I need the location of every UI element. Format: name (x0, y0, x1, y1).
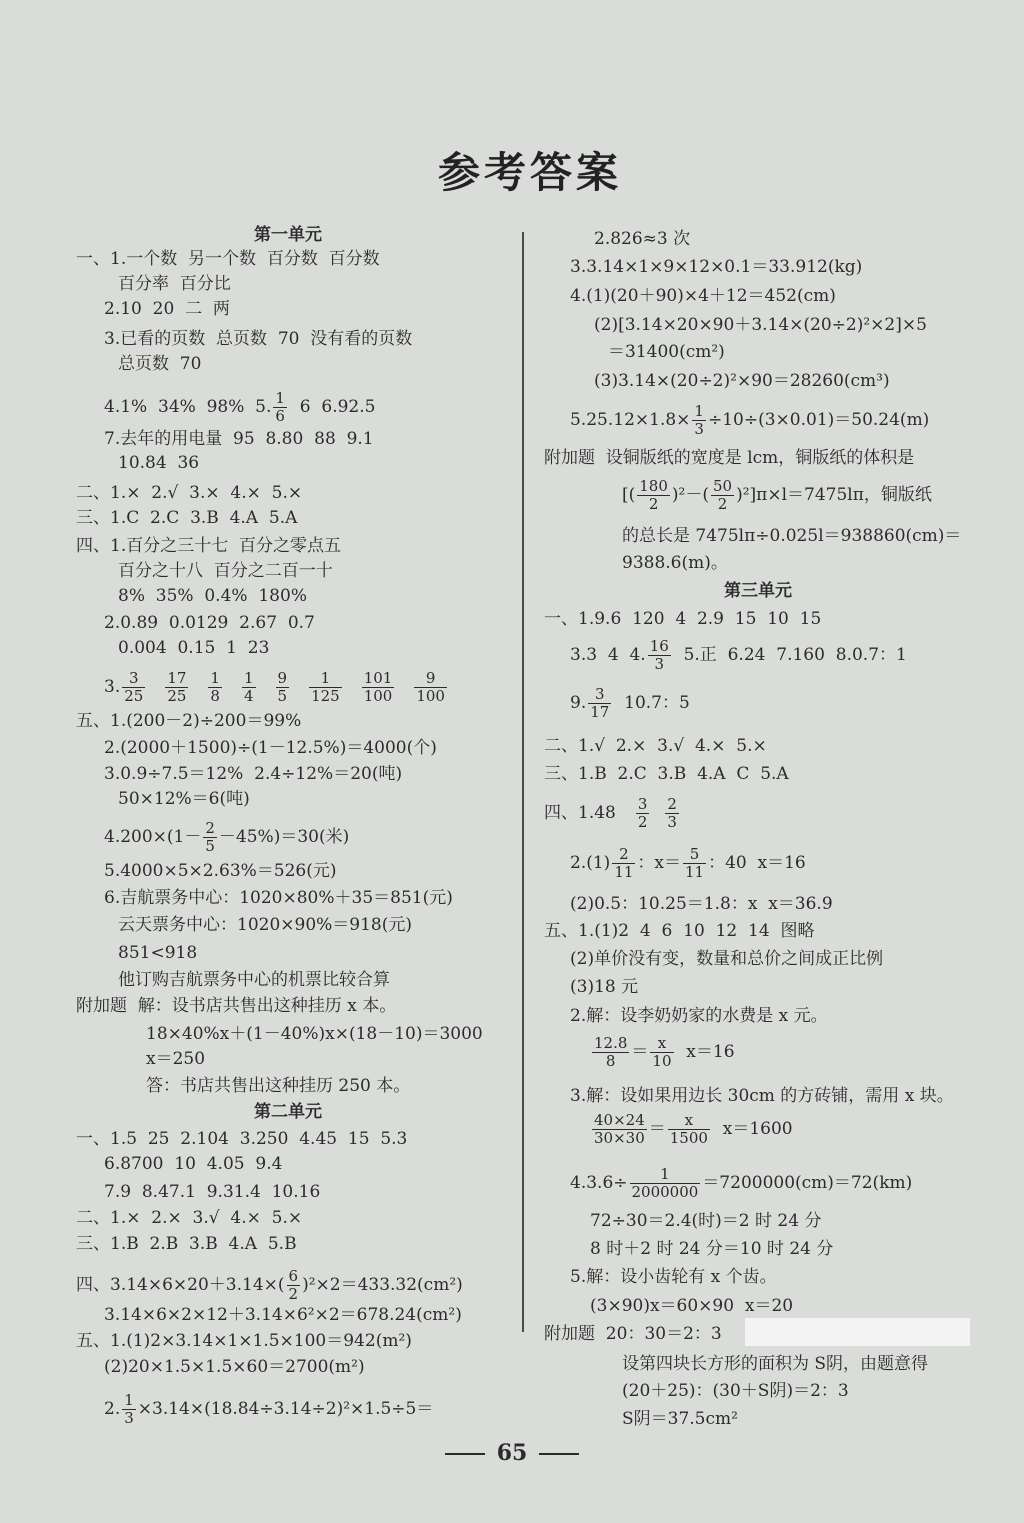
answer-line: 四、3.14×6×20＋3.14×( $\frac{6}{2}$ )²×2＝433.32(cm²) (76, 1267, 463, 1303)
answer-line: 三、1.B 2.C 3.B 4.A C 5.A (544, 764, 789, 784)
answer-line: 二、1.√ 2.× 3.√ 4.× 5.× (544, 736, 767, 756)
answer-line: 2.0.89 0.0129 2.67 0.7 (104, 613, 315, 633)
answer-line: 8 时＋2 时 24 分＝10 时 24 分 (590, 1239, 834, 1259)
answer-line: 一、1.9.6 120 4 2.9 15 10 15 (544, 609, 822, 629)
fraction: $\frac{101}{100}$ (363, 669, 393, 705)
answer-line: 附加题 设铜版纸的宽度是 lcm，铜版纸的体积是 (544, 448, 915, 468)
fraction: $\frac{1}{8}$ (210, 669, 220, 705)
page-number: 65 (0, 1440, 1024, 1466)
answer-line: 五、1.(1)2 4 6 10 12 14 图略 (544, 921, 815, 941)
answer-line: (2)20×1.5×1.5×60＝2700(m²) (104, 1357, 365, 1377)
answer-line: 三、1.B 2.B 3.B 4.A 5.B (76, 1234, 297, 1254)
fraction: $\frac{50}{2}$ (713, 477, 733, 513)
answer-line: 3.已看的页数 总页数 70 没有看的页数 (104, 329, 413, 349)
fraction: $\frac{17}{25}$ (167, 669, 187, 705)
fraction: $\frac{1}{3}$ (124, 1391, 134, 1427)
answer-line: 他订购吉航票务中心的机票比较合算 (118, 970, 390, 990)
answer-line: 4.1% 34% 98% 5. $\frac{1}{6}$ 6 6.92.5 (104, 389, 376, 425)
fraction: $\frac{x}{1500}$ (669, 1111, 708, 1147)
answer-line: 0.004 0.15 1 23 (118, 638, 270, 658)
answer-line: (20＋25)：(30＋S阴)＝2：3 (622, 1381, 849, 1401)
answer-line: 设第四块长方形的面积为 S阴，由题意得 (622, 1354, 929, 1374)
answer-line: 9. $\frac{3}{17}$ 10.7：5 (570, 685, 690, 721)
answer-line: 附加题 20：30＝2：3 (544, 1324, 722, 1344)
answer-line: (2)0.5：10.25＝1.8：x x＝36.9 (570, 894, 833, 914)
answer-line: $\frac{40\times 24}{30\times 30}$ ＝ $\frac{x}{1500}$ x＝1600 (594, 1111, 793, 1147)
answer-line: 3.14×6×2×12＋3.14×6²×2＝678.24(cm²) (104, 1305, 462, 1325)
fraction: $\frac{2}{3}$ (667, 795, 677, 831)
fraction: $\frac{2}{11}$ (614, 845, 634, 881)
answer-line: 百分之十八 百分之二百一十 (118, 561, 333, 581)
answer-line: 4.(1)(20＋90)×4＋12＝452(cm) (570, 286, 836, 306)
answer-line: 2.826≈3 次 (594, 229, 691, 249)
answer-line: 851<918 (118, 943, 198, 963)
answer-line: 10.84 36 (118, 453, 200, 473)
answer-line: 云天票务中心：1020×90%＝918(元) (118, 915, 413, 935)
answer-line: 5.4000×5×2.63%＝526(元) (104, 861, 337, 881)
redacted-stamp (745, 1318, 970, 1346)
fraction: $\frac{6}{2}$ (288, 1267, 299, 1303)
answer-line: 一、1.一个数 另一个数 百分数 百分数 (76, 249, 380, 269)
answer-line: 9388.6(m)。 (622, 553, 728, 573)
answer-line: 5.解：设小齿轮有 x 个齿。 (570, 1267, 777, 1287)
answer-line: 2.(2000＋1500)÷(1－12.5%)＝4000(个) (104, 738, 437, 758)
fraction: $\frac{9}{5}$ (277, 669, 288, 705)
fraction: $\frac{3}{17}$ (590, 685, 610, 721)
answer-line: 3. $\frac{3}{25}$ $\frac{17}{25}$ $\frac{1}{8}$ $\frac{1}{4}$ $\frac{9}{5}$ $\frac{1}{125}$ $\frac{101}{100}$ $\frac{9}{100}$ (104, 669, 445, 705)
fraction: $\frac{x}{10}$ (652, 1034, 672, 1070)
fraction: $\frac{9}{100}$ (416, 669, 445, 705)
fraction: $\frac{40\times 24}{30\times 30}$ (594, 1111, 645, 1147)
answer-line: 2.解：设李奶奶家的水费是 x 元。 (570, 1006, 828, 1026)
answer-line: 3.3 4 4. $\frac{16}{3}$ 5.正 6.24 7.160 8.0.7：1 (570, 637, 907, 673)
unit-heading-3: 第三单元 (724, 581, 792, 601)
answer-line: 2.(1) $\frac{2}{11}$ ：x＝ $\frac{5}{11}$ ：40 x＝16 (570, 845, 806, 881)
answer-line: 的总长是 7475lπ÷0.025l＝938860(cm)＝ (622, 526, 962, 546)
answer-line: (3)18 元 (570, 977, 639, 997)
answer-line: 8% 35% 0.4% 180% (118, 586, 307, 606)
answer-line: 72÷30＝2.4(时)＝2 时 24 分 (590, 1211, 822, 1231)
answer-line: 2. $\frac{1}{3}$ ×3.14×(18.84÷3.14÷2)²×1.5÷5＝ (104, 1391, 434, 1427)
answer-line: 7.去年的用电量 95 8.80 88 9.1 (104, 429, 374, 449)
fraction: $\frac{16}{3}$ (649, 637, 669, 673)
column-divider (522, 232, 524, 1332)
answer-line: 四、1.48 $\frac{3}{2}$ $\frac{2}{3}$ (544, 795, 677, 831)
fraction: $\frac{1}{125}$ (311, 669, 340, 705)
answer-line: 五、1.(200－2)÷200＝99% (76, 711, 302, 731)
answer-line: 答：书店共售出这种挂历 250 本。 (146, 1076, 411, 1096)
answer-line: 总页数 70 (118, 354, 202, 374)
answer-line: 附加题 解：设书店共售出这种挂历 x 本。 (76, 996, 397, 1016)
answer-line: 5.25.12×1.8× $\frac{1}{3}$ ÷10÷(3×0.01)＝50.24(m) (570, 402, 930, 438)
answer-line: ＝31400(cm²) (608, 342, 725, 362)
answer-line: 3.0.9÷7.5＝12% 2.4÷12%＝20(吨) (104, 764, 403, 784)
answer-line: 二、1.× 2.× 3.√ 4.× 5.× (76, 1208, 303, 1228)
fraction: $\frac{1}{6}$ (275, 389, 285, 425)
fraction: $\frac{3}{2}$ (637, 795, 648, 831)
answer-line: 二、1.× 2.√ 3.× 4.× 5.× (76, 483, 303, 503)
answer-line: (3)3.14×(20÷2)²×90＝28260(cm³) (594, 371, 890, 391)
answer-line: x＝250 (146, 1049, 206, 1069)
fraction: $\frac{5}{11}$ (685, 845, 705, 881)
answer-line: 6.8700 10 4.05 9.4 (104, 1154, 283, 1174)
answer-line: 7.9 8.47.1 9.31.4 10.16 (104, 1182, 321, 1202)
answer-line: S阴＝37.5cm² (622, 1409, 738, 1429)
answer-line: 五、1.(1)2×3.14×1×1.5×100＝942(m²) (76, 1331, 412, 1351)
fraction: $\frac{12.8}{8}$ (594, 1034, 628, 1070)
answer-line: 四、1.百分之三十七 百分之零点五 (76, 536, 342, 556)
unit-heading-1: 第一单元 (254, 225, 322, 245)
answer-line: 3.解：设如果用边长 30cm 的方砖铺，需用 x 块。 (570, 1086, 954, 1106)
answer-line: 3.3.14×1×9×12×0.1＝33.912(kg) (570, 257, 863, 277)
answer-line: 4.200×(1－ $\frac{2}{5}$ －45%)＝30(米) (104, 819, 350, 855)
answer-line: (2)单价没有变，数量和总价之间成正比例 (570, 949, 884, 969)
unit-heading-2: 第二单元 (254, 1102, 322, 1122)
fraction: $\frac{180}{2}$ (639, 477, 668, 513)
answer-line: 50×12%＝6(吨) (118, 789, 250, 809)
fraction: $\frac{3}{25}$ (124, 669, 144, 705)
answer-line: 三、1.C 2.C 3.B 4.A 5.A (76, 508, 298, 528)
answer-line: 一、1.5 25 2.104 3.250 4.45 15 5.3 (76, 1129, 408, 1149)
fraction: $\frac{2}{5}$ (205, 819, 215, 855)
answer-line: (2)[3.14×20×90＋3.14×(20÷2)²×2]×5 (594, 315, 927, 335)
answer-line: 4.3.6÷ $\frac{1}{2000000}$ ＝7200000(cm)＝72(km) (570, 1165, 913, 1201)
fraction: $\frac{1}{2000000}$ (631, 1165, 699, 1201)
fraction: $\frac{1}{3}$ (694, 402, 704, 438)
answer-line: $\frac{12.8}{8}$ ＝ $\frac{x}{10}$ x＝16 (594, 1034, 735, 1070)
answer-line: 百分率 百分比 (118, 274, 231, 294)
answer-line: 6.吉航票务中心：1020×80%＋35＝851(元) (104, 888, 453, 908)
answer-line: 18×40%x＋(1－40%)x×(18－10)＝3000 (146, 1024, 483, 1044)
answer-line: (3×90)x＝60×90 x＝20 (590, 1296, 794, 1316)
fraction: $\frac{1}{4}$ (243, 669, 254, 705)
page-title: 参考答案 (437, 148, 622, 197)
answer-line: 2.10 20 二 两 (104, 299, 230, 319)
answer-line: [( $\frac{180}{2}$ )²－( $\frac{50}{2}$ )²]π×l＝7475lπ，铜版纸 (622, 477, 932, 513)
